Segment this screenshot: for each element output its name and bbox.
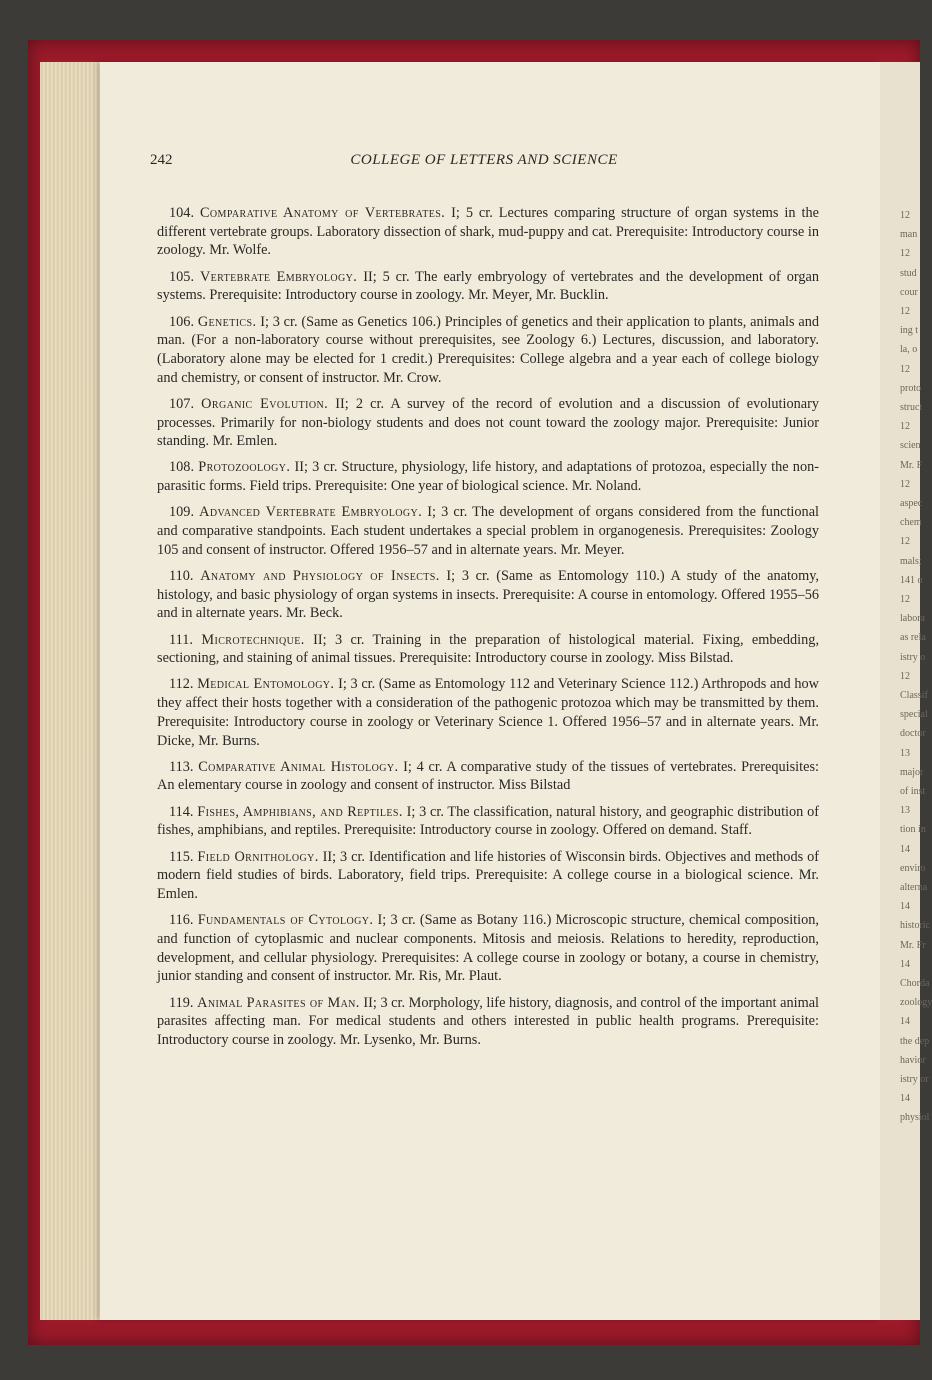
- course-entry: [157, 911, 819, 986]
- facing-page-fragment: Mr. F: [900, 459, 923, 471]
- course-number: 114.: [169, 803, 194, 820]
- facing-page-fragment: Chorda: [900, 978, 930, 989]
- course-title: Vertebrate Embryology.: [199, 268, 358, 285]
- facing-page-fragment: alterna: [900, 882, 928, 893]
- course-number: 116.: [169, 912, 194, 929]
- running-title: COLLEGE OF LETTERS AND SCIENCE: [350, 152, 618, 168]
- course-description: II; 2 cr. A survey of the record of evolution and a discussion of evolutionary processes. Primarily for non-biology students and does not count toward the zoology major. Prerequisite: Junior standing. Mr. Emlen.: [157, 395, 820, 450]
- course-description: II; 3 cr. Identification and life histories of Wisconsin birds. Objectives and methods of modern field studies of birds. Laboratory, field trips. Prerequisite: A college course in a biological science. Mr. Emlen.: [157, 848, 819, 902]
- facing-page-fragment: 12: [900, 421, 910, 433]
- course-description: I; 5 cr. Lectures comparing structure of organ systems in the different vertebrate groups. Laboratory dissection of shark, mud-puppy and cat. Prerequisite: Introductory course in zoology. Mr. Wolfe.: [157, 205, 819, 259]
- course-entry: [157, 268, 819, 305]
- course-number: 112.: [169, 676, 194, 693]
- course-number: 105.: [169, 268, 195, 285]
- course-title: Organic Evolution.: [201, 395, 329, 412]
- facing-page-fragment: of inst: [900, 786, 926, 797]
- course-number: 119.: [169, 994, 194, 1011]
- facing-page-fragment: ing t: [900, 325, 919, 337]
- course-number: 110.: [169, 567, 194, 584]
- facing-page-fragment: stud: [900, 267, 917, 279]
- course-description: I; 3 cr. (Same as Entomology 110.) A study of the anatomy, histology, and basic physiology of organ systems in insects. Prerequisite: A course in entomology. Offered 1955–56 and in alternate years. Mr. Beck.: [157, 567, 819, 622]
- course-description: I; 3 cr. (Same as Entomology 112 and Veterinary Science 112.) Arthropods and how they affect their hosts together with a consideration of the pathogenic protozoa which may be transmitted by them. Prerequisite: Introductory course in zoology or Veterinary Science 1. Offered 1956–57 and in alternate years. Mr. Dicke, Mr. Burns.: [157, 676, 819, 749]
- facing-page-fragment: 13: [900, 805, 910, 817]
- course-title: Comparative Anatomy of Vertebrates.: [200, 205, 446, 221]
- course-description: I; 4 cr. A comparative study of the tissues of vertebrates. Prerequisites: An elementary course in zoology and consent of instructor. Miss Bilstad: [157, 758, 819, 794]
- course-entry: [157, 675, 819, 750]
- course-description: II; 3 cr. Training in the preparation of histological material. Fixing, embedding, sectioning, and staining of animal tissues. Prerequisite: Introductory course in zoology. Miss Bilstad.: [157, 631, 820, 667]
- facing-page-fragment: 14: [900, 1016, 910, 1028]
- facing-page-fragment: scien: [900, 440, 921, 452]
- facing-page-fragment: la, o: [900, 344, 918, 356]
- facing-page-fragment: 12: [900, 536, 910, 548]
- facing-page-fragment: enviro: [900, 862, 926, 874]
- facing-page-fragment: 14: [900, 843, 910, 855]
- facing-page-fragment: man: [900, 229, 918, 241]
- course-description: I; 3 cr. The development of organs considered from the functional and comparative standpoints. Each student undertakes a special problem in organogenesis. Prerequisites: Zoology 105 and consent of instructor. Offered 1956–57 and in alternate years. Mr. Meyer.: [157, 504, 820, 558]
- course-entry: [157, 848, 819, 904]
- facing-page-fragment: 14: [900, 958, 910, 970]
- course-description: I; 3 cr. (Same as Botany 116.) Microscopic structure, chemical composition, and function of cytoplasmic and nuclear components. Mitosis and meiosis. Relations to heredity, reproduction, development, and cellular physiology. Prerequisites: A college course in zoology or botany, a course in chemistry, junior standing and consent of instructor. Mr. Ris, Mr. Plaut.: [157, 912, 819, 985]
- facing-page-fragment: mals;: [900, 555, 922, 567]
- facing-page-fragment: aspec: [900, 498, 923, 509]
- facing-page-fragment: the dep: [900, 1035, 930, 1047]
- course-entry: [157, 803, 819, 840]
- course-entry: [157, 567, 819, 623]
- facing-page-fragment: as rela: [900, 632, 926, 644]
- course-number: 106.: [169, 313, 195, 330]
- facing-page-fragment: historic: [900, 920, 930, 932]
- course-description: II; 3 cr. Morphology, life history, diagnosis, and control of the important animal parasites affecting man. For medical students and others interested in public health programs. Prerequisite: Introductory course in zoology. Mr. Lysenko, Mr. Burns.: [157, 994, 820, 1048]
- facing-page-fragment: istry o: [900, 651, 926, 663]
- facing-page-fragment: cour: [900, 286, 918, 298]
- course-entry: [157, 204, 819, 260]
- course-entry: [157, 758, 819, 795]
- facing-page-edge: [880, 62, 932, 1320]
- facing-page-fragment: 12: [900, 306, 910, 317]
- course-list: [157, 204, 819, 1057]
- course-title: Animal Parasites of Man.: [197, 994, 360, 1011]
- facing-page-fragment: proto: [900, 382, 922, 394]
- course-title: Fundamentals of Cytology.: [197, 912, 374, 929]
- course-title: Medical Entomology.: [197, 676, 335, 693]
- course-description: I; 3 cr. The classification, natural history, and geographic distribution of fishes, amphibians, and reptiles. Prerequisite: Introductory course in zoology. Offered on demand. Staff.: [157, 803, 819, 839]
- course-title: Microtechnique.: [201, 631, 305, 648]
- course-number: 115.: [169, 848, 194, 865]
- course-title: Anatomy and Physiology of Insects.: [200, 567, 440, 584]
- course-entry: [157, 631, 819, 668]
- facing-page-fragment: physiol: [900, 1112, 930, 1124]
- facing-page-fragment: 141 o: [900, 574, 923, 586]
- page-number: 242: [150, 152, 173, 168]
- course-number: 113.: [169, 758, 194, 775]
- course-number: 111.: [169, 631, 193, 648]
- course-entry: [157, 313, 819, 388]
- facing-page-fragment: doctor: [900, 728, 926, 740]
- course-title: Genetics.: [197, 313, 257, 330]
- facing-page-fragment: 12: [900, 670, 910, 682]
- facing-page-fragment: Classif: [900, 690, 928, 701]
- facing-page-fragment: 12: [900, 478, 910, 490]
- course-entry: [157, 994, 819, 1050]
- course-entry: [157, 503, 819, 559]
- facing-page-fragment: major: [900, 766, 924, 778]
- course-title: Fishes, Amphibians, and Reptiles.: [197, 803, 403, 820]
- facing-page-fragment: 13: [900, 747, 910, 759]
- course-number: 104.: [169, 205, 195, 221]
- facing-page-fragment: tion in: [900, 824, 926, 836]
- facing-page-fragment: chem: [900, 517, 922, 529]
- course-title: Protozoology.: [198, 459, 291, 476]
- facing-page-fragment: 12: [900, 210, 910, 221]
- course-title: Comparative Animal Histology.: [198, 758, 399, 775]
- course-entry: [157, 458, 819, 495]
- course-description: I; 3 cr. (Same as Genetics 106.) Principles of genetics and their application to plants, animals and man. (For a non-laboratory course without prerequisites, see Zoology 6.) Lectures, discussion, and laboratory. (Laboratory alone may be elected for 1 credit.) Prerequisites: College algebra and a year each of college biology and chemistry, or consent of instructor. Mr. Crow.: [157, 313, 820, 386]
- course-number: 108.: [169, 459, 195, 476]
- facing-page-fragment: Mr. Fr: [900, 939, 926, 951]
- facing-page-fragment: istry or: [900, 1074, 929, 1085]
- course-description: II; 3 cr. Structure, physiology, life history, and adaptations of protozoa, especially the non-parasitic forms. Field trips. Prerequisite: One year of biological science. Mr. Noland.: [157, 459, 820, 495]
- course-description: II; 5 cr. The early embryology of vertebrates and the development of organ systems. Prerequisite: Introductory course in zoology. Mr. Meyer, Mr. Bucklin.: [157, 268, 820, 304]
- course-number: 109.: [169, 504, 195, 521]
- facing-page-fragment: 14: [900, 901, 910, 913]
- facing-page-fragment: 12: [900, 594, 910, 605]
- course-entry: [157, 395, 819, 451]
- facing-page-fragment: labora: [900, 613, 925, 625]
- facing-page-fragment: 12: [900, 248, 910, 260]
- facing-page-fragment: struct: [900, 402, 923, 413]
- course-number: 107.: [169, 395, 195, 412]
- facing-page-fragment: havior: [900, 1054, 926, 1066]
- facing-page-fragment: 14: [900, 1093, 910, 1105]
- course-title: Advanced Vertebrate Embryology.: [199, 504, 423, 521]
- course-title: Field Ornithology.: [197, 848, 319, 865]
- facing-page-fragment: 12: [900, 363, 910, 375]
- facing-page-fragment: zoology: [900, 997, 932, 1009]
- facing-page-fragment: special: [900, 709, 928, 721]
